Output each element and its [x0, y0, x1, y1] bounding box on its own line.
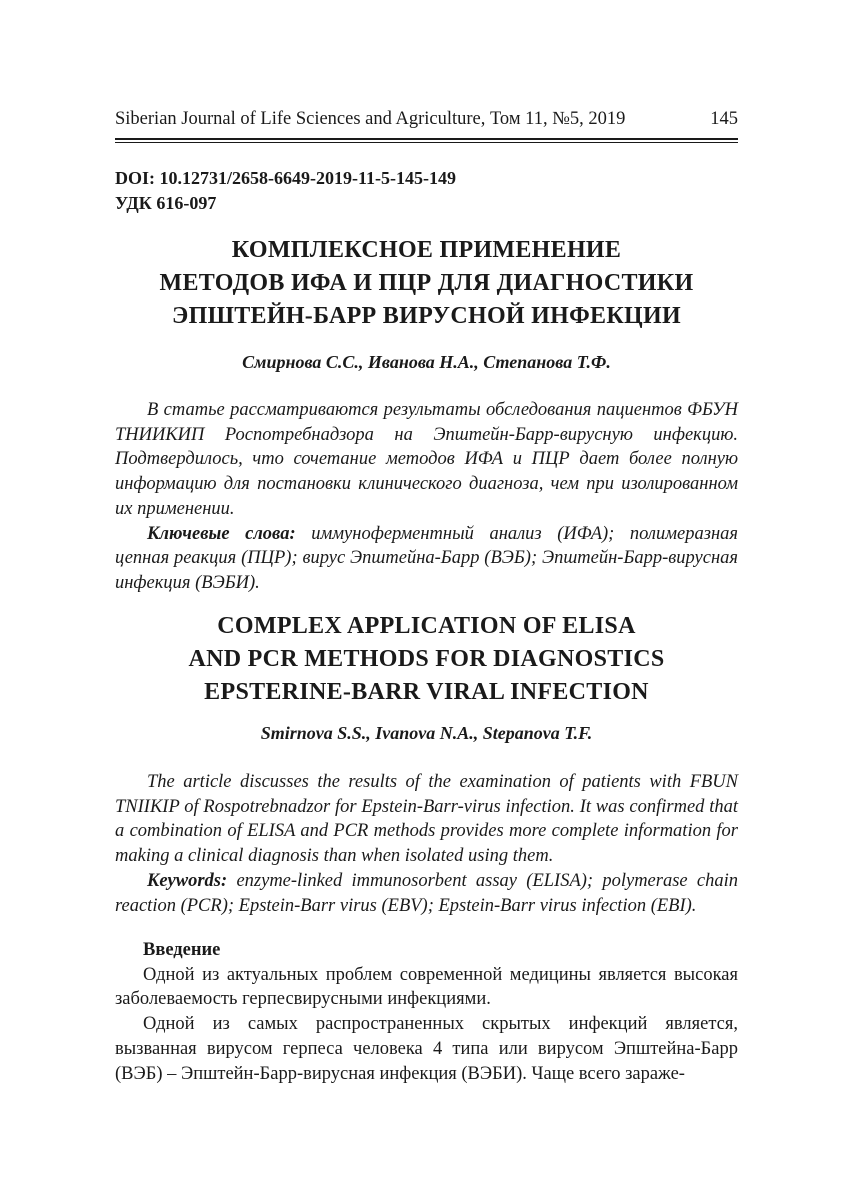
abstract-en-text: The article discusses the results of the examination of patients with FBUN TNIIKIP of Rospotrebnadzor for Epstein-Barr-virus infection. It was confirmed that a combination of ELISA and PCR methods provides more complete information for making a clinical diagnosis than when isolated using them. — [115, 772, 738, 867]
authors-ru: Смирнова С.С., Иванова Н.А., Степанова Т.Ф. — [242, 352, 611, 372]
keywords-ru-label: Ключевые слова: — [147, 523, 296, 544]
running-header — [115, 108, 738, 130]
abstract-ru-text: В статье рассматриваются результаты обследования пациентов ФБУН ТНИИКИП Роспотребнадзора на Эпштейн-Барр-вирусную инфекцию. Подтвердилось, что сочетание методов ИФА и ПЦР дает более полную информацию для постановки клинического диагноза, чем при изолированном их применении. — [115, 400, 738, 519]
title-en — [115, 610, 738, 709]
doi: DOI: 10.12731/2658-6649-2019-11-5-145-149 — [115, 168, 456, 188]
title-ru-line: КОМПЛЕКСНОЕ ПРИМЕНЕНИЕ — [231, 237, 622, 263]
title-en-line: COMPLEX APPLICATION OF ELISA — [217, 613, 636, 639]
page-number: 145 — [710, 109, 738, 129]
journal-title: Siberian Journal of Life Sciences and Agriculture, Том 11, №5, 2019 — [115, 109, 626, 129]
intro-paragraph: Одной из самых распространенных скрытых инфекций является, вызванная вирусом герпеса человека 4 типа или вирусом Эпштейна-Барр (ВЭБ) – Эпштейн-Барр-вирусная инфекция (ВЭБИ). Чаще всего зараже- — [115, 1014, 738, 1084]
title-ru — [115, 234, 738, 333]
header-rule-thick — [115, 138, 738, 140]
title-en-line: EPSTERINE-BARR VIRAL INFECTION — [204, 679, 649, 705]
keywords-en — [115, 869, 738, 918]
abstract-ru — [115, 398, 738, 596]
title-ru-line: ЭПШТЕЙН-БАРР ВИРУСНОЙ ИНФЕКЦИИ — [172, 303, 681, 329]
udk: УДК 616-097 — [115, 193, 217, 213]
keywords-ru-text: иммуноферментный анализ (ИФА); полимеразная цепная реакция (ПЦР); вирус Эпштейна-Барр (ВЭБ); Эпштейн-Барр-вирусная инфекция (ВЭБИ). — [115, 523, 739, 593]
keywords-en-label: Keywords: — [147, 870, 228, 891]
abstract-en — [115, 770, 738, 918]
article-meta — [115, 166, 456, 216]
intro-paragraph: Одной из актуальных проблем современной медицины является высокая заболеваемость герпесвирусными инфекциями. — [115, 964, 738, 1010]
title-en-line: AND PCR METHODS FOR DIAGNOSTICS — [188, 646, 665, 672]
header-rule-thin — [115, 142, 738, 143]
keywords-en-text: enzyme-linked immunosorbent assay (ELISA); polymerase chain reaction (PCR); Epstein-Barr virus (EBV); Epstein-Barr virus infection (EBI). — [115, 870, 738, 916]
keywords-ru — [115, 522, 738, 596]
authors-en: Smirnova S.S., Ivanova N.A., Stepanova T.F. — [260, 723, 593, 743]
title-ru-line: МЕТОДОВ ИФА И ПЦР ДЛЯ ДИАГНОСТИКИ — [159, 270, 694, 296]
intro-heading: Введение — [143, 940, 221, 960]
introduction-section — [115, 938, 738, 1086]
